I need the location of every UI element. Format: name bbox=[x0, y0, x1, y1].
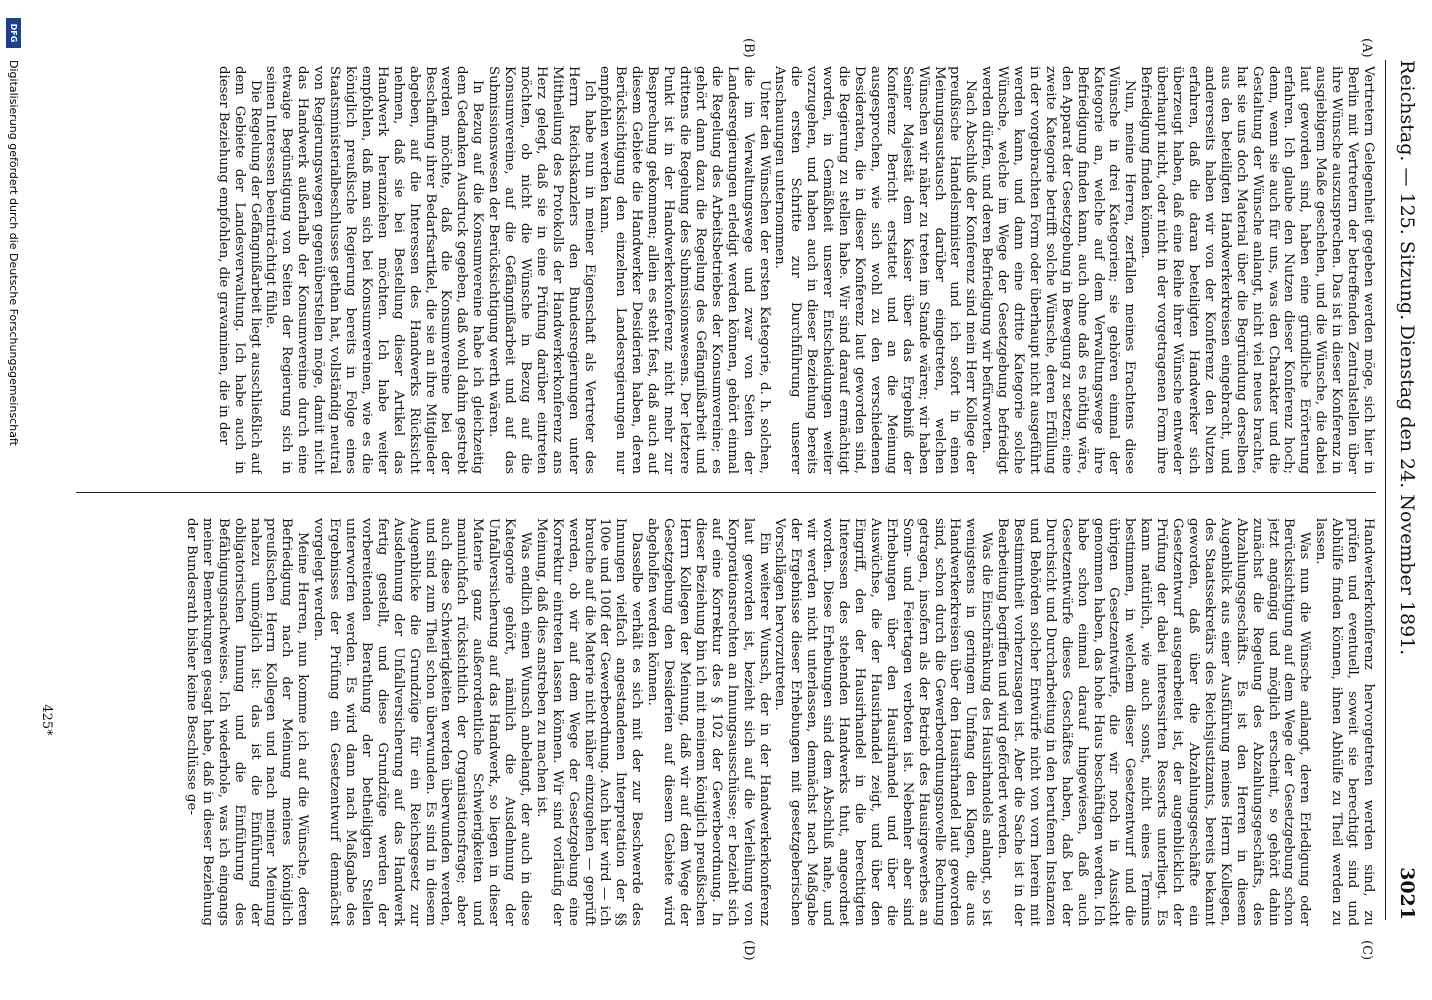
page-number: 3021 bbox=[1396, 867, 1418, 920]
running-head bbox=[1390, 60, 1424, 920]
margin-marker-b: (B) bbox=[741, 38, 756, 58]
paragraph: Ein weiterer Wunsch, der in der Handwerkerkonferenz laut geworden ist, bezieht sich auf die Verleihung von Korporationsrechten an Innungsausschüsse; er bezieht sich auf eine Korrektur des § 102 der Gewerbeordnung. In dieser Beziehung bin ich mit meinem königlich preußischen Herrn Kollegen der Meinung, daß wir auf dem Wege der Gesetzgebung den Desiderien auf diesem Gebiete wird abgeholfen werden können. bbox=[645, 518, 772, 926]
text-column-left bbox=[66, 66, 1376, 474]
paragraph: Dasselbe verhält es sich mit der zur Beschwerde des Innungen vielfach angestandenen Interpretation der §§ 100e und 100f der Gewerbeordnung. Auch hier wird — ich brauche auf die Materie nicht näher einzugehen — geprüft werden, ob wir auf dem Wege der Gesetzgebung eine Korrektur eintreten lassen können. Wir sind vorläufig der Meinung, daß dies anstreben zu machen ist. bbox=[533, 518, 645, 926]
paragraph: Handwerkerkonferenz hervorgetreten werden sind, zu prüfen und eventuell, soweit sie berechtigt sind und Abhülfe finden können, ihnen Abhülfe zu Theil werden zu lassen. bbox=[1313, 518, 1376, 926]
margin-marker-d: (D) bbox=[741, 940, 756, 961]
paragraph: Nach Abschluß der Konferenz sind mein Herr Kollege der preußische Handelsminister und ich sofort in einen Meinungsaustausch darüber eingetreten, welchen Wünschen wir näher zu treten im Stande wären; wir haben Seiner Majestät dem Kaiser über das Ergebniß der Konferenz Bericht erstattet und an die Meinung ausgesprochen, wie sich wohl zu den verschiedenen Desideraten, die in dieser Konferenz laut geworden sind, die Regierung zu stellen habe. Wir sind darauf ermächtigt worden, in Gemäßheit unserer Entscheidungen weiter vorzugehen, und haben auch in dieser Beziehung bereits die ersten Schritte zur Durchführung unserer Anschauungen unternommen. bbox=[772, 66, 979, 474]
dfg-logo: DFG bbox=[6, 18, 21, 48]
paragraph: In Bezug auf die Konsumvereine habe ich gleichzeitig dem Gedanken Ausdruck gegeben, daß wohl dahin gestrebt werden möchte, daß die Konsumvereine bei der Beschaffung ihrer Bedarfsartikel, die sie an ihre Mitglieder abgeben, auf die Interessen des Handwerks Rücksicht nehmen, daß sie bei Bestellung dieser Artikel das Handwerk heranziehen möchten. Ich habe weiter empfohlen, daß man sich bei Konsumvereinen, wie es die königlich preußische Regierung bereits in Folge eines Staatsministerialbeschlusses gethan hat, vollständig neutral von Regierungswegen gegenüberstellen möge, damit nicht das Handwerk außerhalb der Konsumvereine durch eine etwaige Begünstigung von Seiten der Regierung sich in seinen Interessen beeinträchtigt fühle. bbox=[263, 66, 486, 474]
paragraph: Nun, meine Herren, zerfallen meines Erachtens diese Wünsche in drei Kategorien; sie gehören einmal der Kategorie an, welche auf dem Verwaltungswege ihre Befriedigung finden kann, auch ohne daß es nöthig wäre, den Apparat der Gesetzgebung in Bewegung zu setzen; eine zweite Kategorie betrifft solche Wünsche, deren Erfüllung in der vorgebrachten Form oder überhaupt nicht ausgeführt werden kann, und dann eine dritte Kategorie solche Wünsche, welche im Wege der Gesetzgebung befriedigt werden dürfen, und deren Befriedigung wir befürworten. bbox=[979, 66, 1138, 474]
header-rule bbox=[1385, 60, 1386, 920]
funding-note: Digitalisierung gefördert durch die Deutsche Forschungsgemeinschaft bbox=[7, 60, 20, 446]
paragraph: Was endlich einen Wunsch anbelangt, der auch in diese Kategorie gehört, nämlich die Ausdehnung der Unfallversicherung auf das Handwerk, so liegen in dieser Materie ganz außerordentliche Schwierigkeiten und mannichfach rücksichtlich der Organisationsfrage; aber auch diese Schwierigkeiten werden überwunden werden, und sind zum Theil schon überwunden. Es sind in diesem Augenblicke die Grundzüge für ein Reichsgesetz zur Ausdehnung der Unfallversicherung auf das Handwerk fertig gestellt, und diese Grundzüge werden der vorbereitenden Berathung der betheiligten Stellen unterworfen werden. Es wird dann nach Maßgabe des Ergebnisses der Prüfung ein Gesetzentwurf demnächst vorgelegt werden. bbox=[311, 518, 533, 926]
paragraph: Unter den Wünschen der ersten Kategorie, d. h. solchen, die im Verwaltungswege und zwar von Seiten der Landesregierungen erledigt werden können, gehört einmal die Regelung des Arbeitsbetriebes der Konsumvereine; es gehört dann dazu die Regelung des Gefängnißarbeit und drittens die Regelung des Submissionswesens. Der letztere Punkt ist in der Handwerkerkonferenz nicht mehr zur Besprechung gekommen; allein es steht fest, daß auch auf diesem Gebiete die Handwerker Desiderien haben, deren Berücksichtigung den einzelnen Landesregierungen nur empfohlen werden kann. bbox=[597, 66, 772, 474]
paragraph: Was nun die Wünsche anlangt, deren Erledigung oder Berücksichtigung auf dem Wege der Gesetzgebung schon jetzt angängig und möglich erscheint, so gehört dahin zunächst die Regelung des Abzahlungsgeschäfts, des Abzahlungsgeschäfts. Es ist den Herren in diesem Augenblick aus einer Ausführung meines Herrn Kollegen, des Staatssekretärs des Reichsjustizamts, bereits bekannt geworden, daß über die Abzahlungsgeschäfte ein Gesetzentwurf ausgearbeitet ist, der augenblicklich der Prüfung der dabei interessirten Ressorts unterliegt. Es kann natürlich, wie auch sonst, nicht eines Termins bestimmen, in welchem dieser Gesetzentwurf und die übrigen Gesetzentwürfe, die wir noch in Aussicht genommen haben, das hohe Haus beschäftigen werden. Ich habe schon einmal darauf hingewiesen, daß auch Gesetzentwürfe dieses Geschäftes haben, daß bei der Durchsicht und Durcharbeitung in den berufenen Instanzen und Behörden solcher Entwürfe nicht von vorn herein mit Bestimmtheit vorherzusagen ist. Aber die Sache ist in der Bearbeitung begriffen und wird gefördert werden. bbox=[995, 518, 1313, 926]
paragraph: Was die Einschränkung des Hausirhandels anlangt, so ist wenigstens in geringem Umfang den Klagen, die aus Handwerkerkreisen über den Hausirhandel laut geworden sind, schon durch die Gewerbeordnungsnovelle Rechnung getragen, insofern als der Betrieb des Hausirgewerbes an Sonn- und Feiertagen verboten ist. Nebenher aber sind Erhebungen über den Hausirhandel und über die Auswüchse, die der Hausirhandel zeigt, und über den Eingriff, den der Hausirhandel in die berechtigten Interessen des stehenden Handwerks thut, angeordnet worden. Diese Erhebungen sind dem Abschluß nahe, und wir werden nicht unterlassen, demnächst nach Maßgabe der Ergebnisse dieser Erhebungen mit gesetzgeberischen Vorschlägen hervorzutreten. bbox=[772, 518, 995, 926]
margin-marker-a: (A) bbox=[1359, 38, 1374, 58]
running-head-date: Dienstag den 24. November 1891. bbox=[1396, 324, 1418, 656]
digitization-footer bbox=[0, 0, 24, 1000]
running-head-left: Reichstag. — 125. Sitzung. bbox=[1396, 60, 1418, 321]
margin-marker-c: (C) bbox=[1359, 940, 1374, 961]
paragraph: Vertretern Gelegenheit gegeben werden möge, sich hier in Berlin mit Vertretern der betreffenden Zentralstellen über ihre Wünsche auszusprechen. Das ist in dieser Konferenz in ausgiebigem Maße geschehen, und die Wünsche, die dabei laut geworden sind, haben eine gründliche Erörterung erfahren. Ich glaube den Nutzen dieser Konferenz hoch; denn, wenn sie auch für uns, was den Charakter und die Gestaltung der Wünsche anlangt, nicht viel neues brachte, hat sie uns doch Material über die Begründung derselben aus den beteiligten Handwerkerkreisen eingebracht, und andererseits haben wir von der Konferenz den Nutzen erfahren, daß die daran beteiligten Handwerker sich überzeugt haben, daß eine Reihe ihrer Wünsche entweder überhaupt nicht, oder nicht in der vorgetragenen Form ihre Befriedigung finden können. bbox=[1138, 66, 1376, 474]
column-divider bbox=[76, 492, 1376, 493]
paragraph: Die Regelung der Gefängnißarbeit liegt ausschließlich auf dem Gebiete der Landesverwaltung. Ich habe auch in dieser Beziehung empfohlen, die gravaminen, die in der bbox=[215, 66, 263, 474]
paragraph: Ich habe nun in meiner Eigenschaft als Vertreter des Herrn Reichskanzlers den Bundesregierungen unter Mittheilung des Protokolls der Handwerkerkonferenz ans Herz gelegt, daß sie in eine Prüfung darüber eintreten möchten, ob nicht die Wünsche in Bezug auf die Konsumvereine, auf die Gefängnißarbeit und auf das Submissionswesen der Berücksichtigung werth wären. bbox=[486, 66, 597, 474]
paragraph: Meine Herren, nun komme ich auf die Wünsche, deren Befriedigung nach der Meinung meines königlich preußischen Herrn Kollegen und nach meiner Meinung nahezu unmöglich ist: das ist die Einführung der obligatorischen Innung und die Einführung des Befähigungsnachweises. Ich wiederhole, was ich eingangs meiner Bemerkungen gesagt habe, daß in dieser Beziehung der Bundesrath bisher keine Beschlüsse ge- bbox=[183, 518, 311, 926]
text-column-right bbox=[66, 518, 1376, 926]
sheet-signature: 425* bbox=[39, 704, 54, 736]
